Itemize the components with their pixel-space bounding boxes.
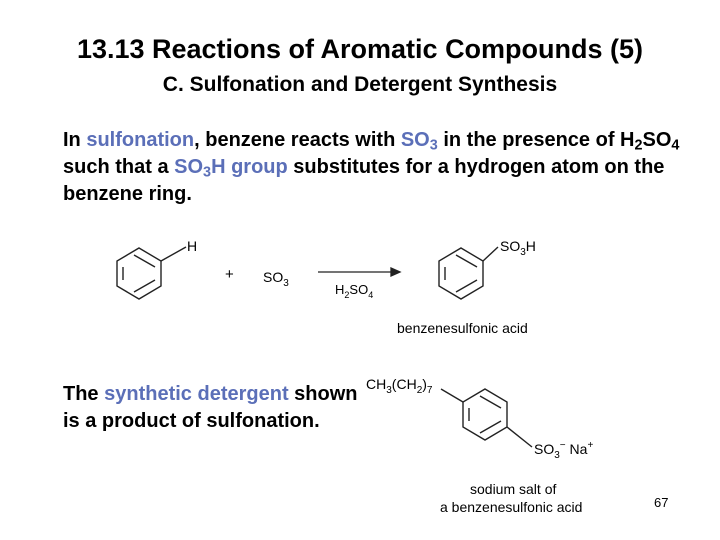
- alkyl-chain: $CH_3(CH_2)_7$: [366, 376, 433, 396]
- reaction-arrow: [318, 268, 400, 276]
- sulfonation-description: In sulfonation, benzene reacts with $SO_3$ in the presence of $H_2SO_4$ such that a $SO_3H$ group substitutes for a hydrogen atom on the benzene ring.: [63, 129, 680, 205]
- hydrogen-label: H: [187, 238, 198, 254]
- h2so4-catalyst: $H_2SO_4$: [335, 282, 374, 300]
- so3-reagent: $SO_3$: [263, 269, 289, 289]
- keyword-so3: $SO_3$: [400, 129, 438, 154]
- detergent-description: The synthetic detergent shown is a product of sulfonation.: [63, 383, 358, 432]
- benzene-product: [439, 247, 498, 299]
- keyword-sulfonation: sulfonation: [86, 129, 195, 151]
- slide-subtitle: C. Sulfonation and Detergent Synthesis: [162, 73, 558, 96]
- product-name: benzenesulfonic acid: [397, 320, 528, 336]
- sulfonate-group: $SO_3^-$ Na+: [534, 440, 594, 461]
- keyword-so3h-group: $SO_3H$ group: [174, 156, 288, 181]
- so3h-group: $SO_3H$: [500, 238, 536, 258]
- slide-title: 13.13 Reactions of Aromatic Compounds (5): [76, 34, 644, 64]
- page-number: 67: [654, 495, 669, 510]
- detergent-name-line2: a benzenesulfonic acid: [440, 499, 583, 515]
- benzene-reactant: [117, 247, 186, 299]
- detergent-name-line1: sodium salt of: [470, 481, 557, 497]
- keyword-synthetic-detergent: synthetic detergent: [104, 383, 289, 405]
- plus-sign: +: [225, 266, 234, 283]
- benzene-detergent: [441, 389, 532, 447]
